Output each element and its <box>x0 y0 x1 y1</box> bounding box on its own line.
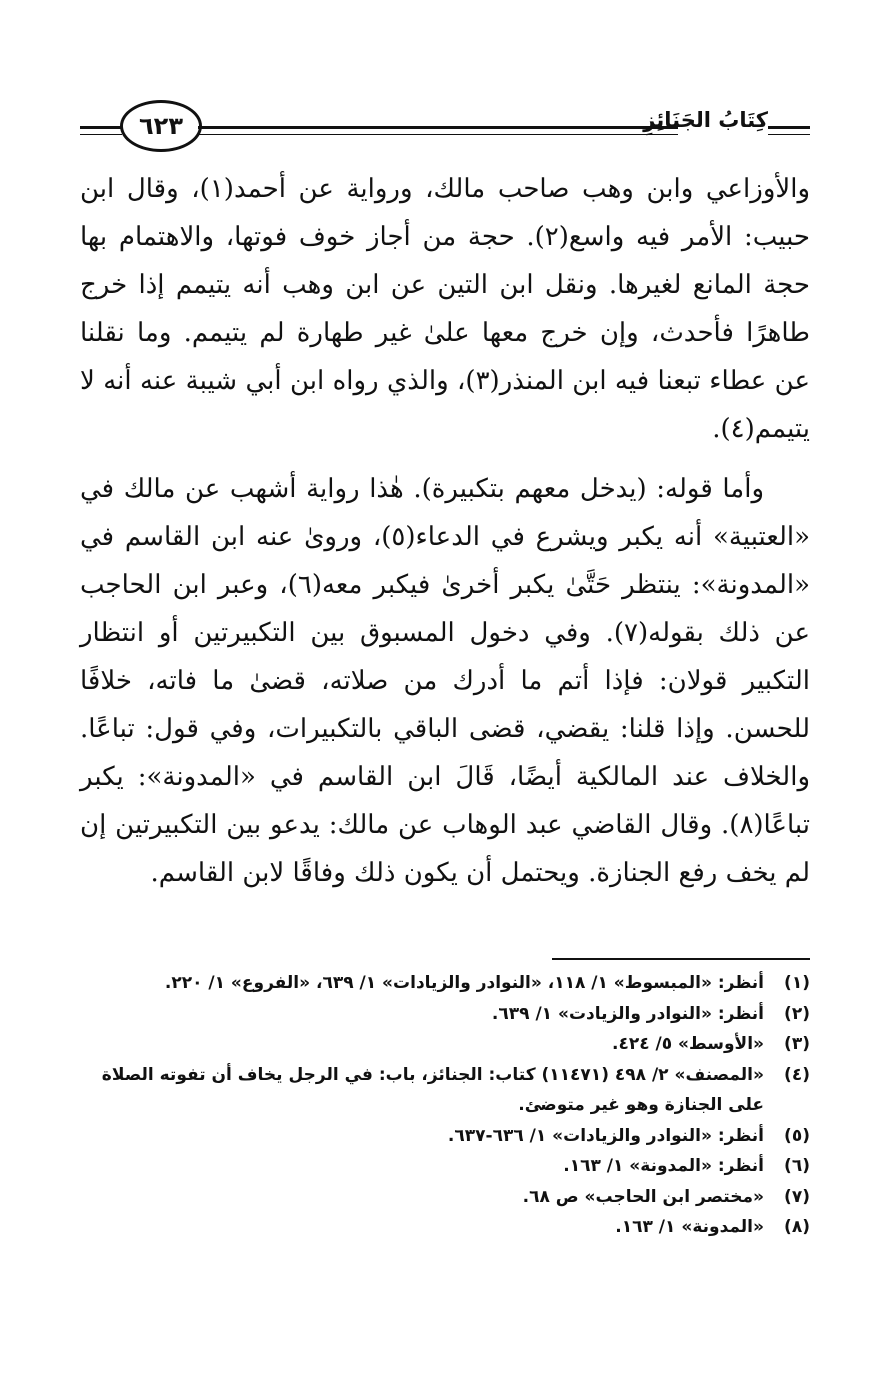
footnote-separator <box>552 958 810 960</box>
footnotes <box>80 968 810 1243</box>
footnote <box>80 1212 810 1243</box>
header-rule-left <box>80 126 122 135</box>
running-head: كِتَابُ الجَنَائِزِ <box>643 108 768 132</box>
footnote-number: (٧) <box>784 1186 810 1207</box>
footnote-text: أنظر: «النوادر والزيادت» ١/ ٦٣٩. <box>491 1003 764 1024</box>
footnote-text: «المصنف» ٢/ ٤٩٨ (١١٤٧١) كتاب: الجنائز، باب: في الرجل يخاف أن تفوته الصلاة على الجنازة وهو غير متوضئ. <box>101 1064 764 1115</box>
footnote-number: (٤) <box>784 1064 810 1085</box>
page-number-frame <box>120 100 202 152</box>
footnote-number: (٢) <box>784 1003 810 1024</box>
footnote-number: (٦) <box>784 1156 810 1176</box>
footnote <box>80 1151 810 1182</box>
footnote <box>80 968 810 999</box>
footnote-number: (٨) <box>784 1217 810 1237</box>
footnote <box>80 1182 810 1213</box>
footnote-number: (٥) <box>784 1125 810 1146</box>
footnote-text: أنظر: «المدونة» ١/ ١٦٣. <box>563 1156 764 1176</box>
footnote-text: «الأوسط» ٥/ ٤٢٤. <box>612 1034 764 1054</box>
page-number: ٦٢٣ <box>139 112 183 140</box>
footnote-number: (٣) <box>784 1034 810 1054</box>
footnote-text: أنظر: «المبسوط» ١/ ١١٨، «النوادر والزيادات» ١/ ٦٣٩، «الفروع» ١/ ٢٢٠. <box>164 973 764 993</box>
footnote-number: (١) <box>784 973 810 993</box>
main-text <box>80 165 810 897</box>
footnote <box>80 1060 810 1121</box>
footnote-text: أنظر: «النوادر والزيادات» ١/ ٦٣٦-٦٣٧. <box>447 1125 764 1146</box>
footnote-text: «مختصر ابن الحاجب» ص ٦٨. <box>522 1186 764 1207</box>
footnote <box>80 1029 810 1060</box>
body-paragraph-1: والأوزاعي وابن وهب صاحب مالك، ورواية عن أحمد(١)، وقال ابن حبيب: الأمر فيه واسع(٢). حجة من أجاز خوف فوتها، والاهتمام بها حجة المانع لغيرها. ونقل ابن التين عن ابن وهب أنه يتيمم إذا خرج طاهرًا فأحدث، وإن خرج معها علىٰ غير طهارة لم يتيمم. وما نقلنا عن عطاء تبعنا فيه ابن المنذر(٣)، والذي رواه ابن أبي شيبة عنه أنه لا يتيمم(٤). <box>80 174 811 444</box>
body-paragraph-2: وأما قوله: (يدخل معهم بتكبيرة). هٰذا رواية أشهب عن مالك في «العتبية» أنه يكبر ويشرع في الدعاء(٥)، وروىٰ عنه ابن القاسم في «المدونة»: ينتظر حَتَّىٰ يكبر أخرىٰ فيكبر معه(٦)، وعبر ابن الحاجب عن ذلك بقوله(٧). وفي دخول المسبوق بين التكبيرتين أو انتظار التكبير قولان: فإذا أتم ما أدرك من صلاته، قضىٰ ما فاته، خلافًا للحسن. وإذا قلنا: يقضي، قضى الباقي بالتكبيرات، وفي قول: تباعًا. والخلاف عند المالكية أيضًا، قَالَ ابن القاسم في «المدونة»: يكبر تباعًا(٨). وقال القاضي عبد الوهاب عن مالك: يدعو بين التكبيرتين إن لم يخف رفع الجنازة. ويحتمل أن يكون ذلك وفاقًا لابن القاسم. <box>80 474 811 888</box>
page-header <box>80 98 810 156</box>
header-rule-right <box>768 126 810 135</box>
footnote <box>80 1121 810 1152</box>
footnote <box>80 999 810 1030</box>
header-rule-middle <box>198 126 678 135</box>
footnote-text: «المدونة» ١/ ١٦٣. <box>615 1217 764 1237</box>
